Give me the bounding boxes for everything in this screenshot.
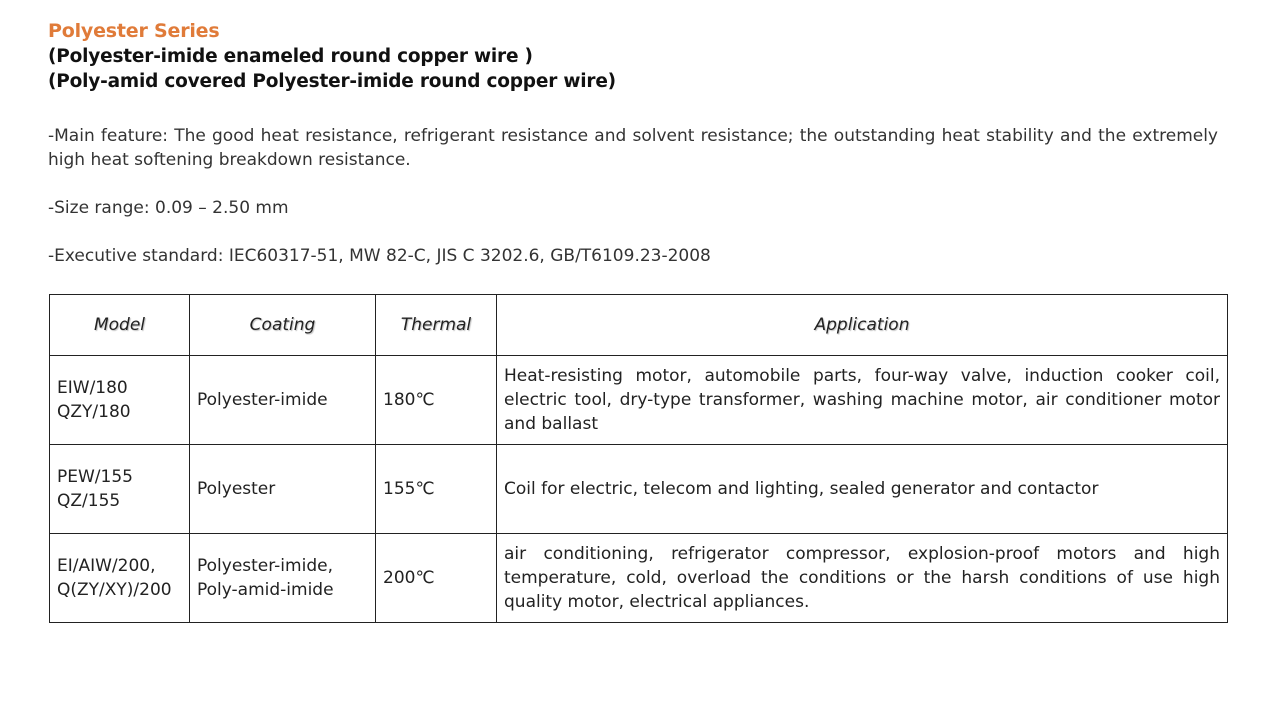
table-header-row bbox=[50, 295, 1228, 356]
cell-model bbox=[50, 356, 190, 445]
cell-coating bbox=[190, 445, 376, 534]
cell-model bbox=[50, 445, 190, 534]
spec-table bbox=[49, 294, 1228, 623]
size-range-text: -Size range: 0.09 – 2.50 mm bbox=[48, 198, 289, 218]
header-thermal: Thermal bbox=[376, 295, 497, 356]
table-row bbox=[50, 445, 1228, 534]
model-line: Q(ZY/XY)/200 bbox=[57, 580, 172, 600]
coating-line: Poly-amid-imide bbox=[197, 580, 334, 600]
cell-thermal: 180℃ bbox=[376, 356, 497, 445]
cell-application: air conditioning, refrigerator compressor, explosion-proof motors and high temperature, cold, overload the conditions or the harsh conditions of use high quality motor, electrical appliances. bbox=[497, 534, 1228, 623]
model-line: QZY/180 bbox=[57, 402, 131, 422]
cell-thermal: 155℃ bbox=[376, 445, 497, 534]
table-row bbox=[50, 534, 1228, 623]
standard-text: -Executive standard: IEC60317-51, MW 82-C, JIS C 3202.6, GB/T6109.23-2008 bbox=[48, 246, 711, 266]
model-line: EI/AIW/200, bbox=[57, 556, 156, 576]
header-application: Application bbox=[497, 295, 1228, 356]
coating-line: Polyester-imide bbox=[197, 390, 328, 410]
model-line: EIW/180 bbox=[57, 378, 128, 398]
coating-line: Polyester-imide, bbox=[197, 556, 333, 576]
header-coating: Coating bbox=[190, 295, 376, 356]
cell-coating bbox=[190, 356, 376, 445]
page-subtitle-1: (Polyester-imide enameled round copper wire ) bbox=[48, 46, 533, 67]
cell-application: Coil for electric, telecom and lighting, sealed generator and contactor bbox=[497, 445, 1228, 534]
main-feature-text: -Main feature: The good heat resistance, refrigerant resistance and solvent resistance; the outstanding heat stability and the extremely high heat softening breakdown resistance. bbox=[48, 126, 1218, 170]
header-model: Model bbox=[50, 295, 190, 356]
cell-application: Heat-resisting motor, automobile parts, four-way valve, induction cooker coil, electric tool, dry-type transformer, washing machine motor, air conditioner motor and ballast bbox=[497, 356, 1228, 445]
page-subtitle-2: (Poly-amid covered Polyester-imide round copper wire) bbox=[48, 71, 616, 92]
cell-coating bbox=[190, 534, 376, 623]
cell-thermal: 200℃ bbox=[376, 534, 497, 623]
table-row bbox=[50, 356, 1228, 445]
model-line: PEW/155 bbox=[57, 467, 133, 487]
model-line: QZ/155 bbox=[57, 491, 121, 511]
cell-model bbox=[50, 534, 190, 623]
coating-line: Polyester bbox=[197, 479, 276, 499]
page-title: Polyester Series bbox=[48, 20, 220, 42]
